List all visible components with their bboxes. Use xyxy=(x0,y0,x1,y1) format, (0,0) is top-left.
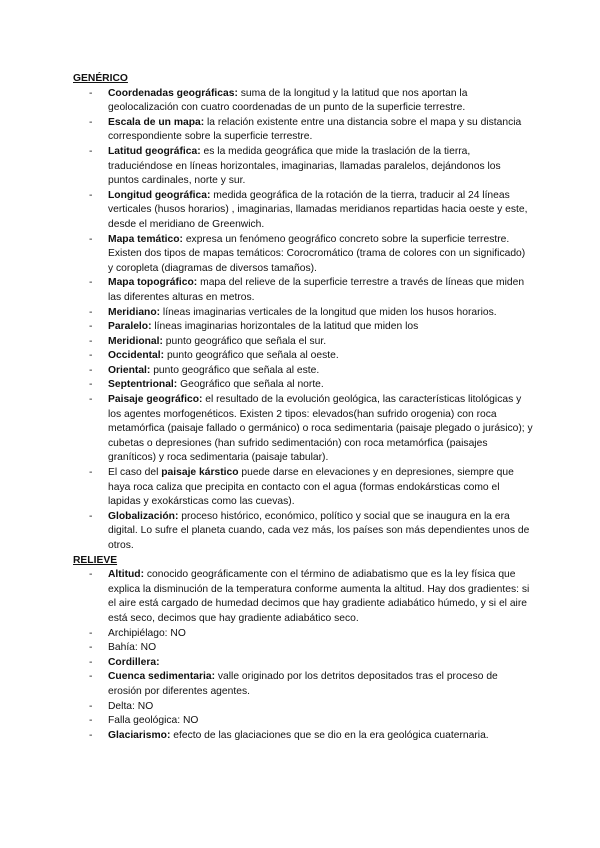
list-item xyxy=(73,568,533,626)
definition-list xyxy=(73,87,533,554)
item-text: Geográfico que señala al norte. xyxy=(177,379,324,391)
list-item xyxy=(73,335,533,350)
bullet-dash: - xyxy=(89,729,93,741)
bullet-dash: - xyxy=(89,189,93,201)
bullet-dash: - xyxy=(89,233,93,245)
item-text: Delta: NO xyxy=(108,700,154,712)
list-item xyxy=(73,714,533,729)
bullet-dash: - xyxy=(89,364,93,376)
list-item xyxy=(73,378,533,393)
bullet-dash: - xyxy=(89,306,93,318)
item-text: Bahía: NO xyxy=(108,642,157,654)
list-item xyxy=(73,349,533,364)
section-heading: GENÉRICO xyxy=(73,73,128,84)
item-term: Mapa temático: xyxy=(108,233,183,245)
item-term: Mapa topográfico: xyxy=(108,277,198,289)
bullet-dash: - xyxy=(89,321,93,333)
item-text: puede darse en elevaciones y en depresiones, siempre que haya roca caliza que precipita en contacto con el agua (formas endokársticas como el lapidas y exokársticas como las cuevas). xyxy=(108,467,514,508)
list-item xyxy=(73,276,533,305)
item-text: expresa un fenómeno geográfico concreto sobre la superficie terrestre. Existen dos tipos de mapas temáticos: Corocromático (trama de colores con un significado) y coropleta (diagramas de diversos tamaños). xyxy=(108,233,526,274)
item-text: líneas imaginarias verticales de la longitud que miden los husos horarios. xyxy=(160,306,497,318)
bullet-dash: - xyxy=(89,350,93,362)
bullet-dash: - xyxy=(89,700,93,712)
bullet-dash: - xyxy=(89,87,93,99)
item-text: Archipiélago: NO xyxy=(108,627,186,639)
bullet-dash: - xyxy=(89,715,93,727)
item-term: Latitud geográfica: xyxy=(108,145,201,157)
item-term: Paisaje geográfico: xyxy=(108,394,203,406)
list-item xyxy=(73,670,533,699)
item-term: Paralelo: xyxy=(108,321,152,333)
list-item xyxy=(73,320,533,335)
bullet-dash: - xyxy=(89,145,93,157)
item-text: medida geográfica de la rotación de la tierra, traducir al 24 líneas verticales (husos horarios) , imaginarias, llamadas meridianos repartidas hacia oeste y este, desde el meridiano de Greenwich. xyxy=(108,189,528,230)
list-item xyxy=(73,189,533,233)
list-item xyxy=(73,145,533,189)
bullet-dash: - xyxy=(89,627,93,639)
item-term: Septentrional: xyxy=(108,379,178,391)
list-item xyxy=(73,87,533,116)
bullet-dash: - xyxy=(89,116,93,128)
bullet-dash: - xyxy=(89,335,93,347)
item-term: Coordenadas geográficas: xyxy=(108,87,238,99)
list-item xyxy=(73,466,533,510)
list-item xyxy=(73,233,533,277)
section-heading: RELIEVE xyxy=(73,554,118,566)
item-text: punto geográfico que señala al oeste. xyxy=(164,350,339,362)
list-item xyxy=(73,700,533,715)
item-text: el resultado de la evolución geológica, las características litológicas y los agentes morfogenéticos. Existen 2 tipos: elevados(han sufrido orogenia) con roca metamórfica (paisaje fallado o germánico) o roca sedimentaria (paisaje plegado o jurásico); y cubetas o depresiones (han sufrido sedimentación) con roca metamórfica (paisajes graníticos) y roca sedimentaria (paisaje tabular). xyxy=(108,394,533,464)
list-item xyxy=(73,656,533,671)
list-item xyxy=(73,641,533,656)
item-text: mapa del relieve de la superficie terrestre a través de líneas que miden las diferentes alturas en metros. xyxy=(108,277,525,303)
item-term: Cordillera: xyxy=(108,656,160,668)
item-text: Falla geológica: NO xyxy=(108,715,199,727)
bullet-dash: - xyxy=(89,569,93,581)
list-item xyxy=(73,393,533,466)
item-term: Meridional: xyxy=(108,335,163,347)
bullet-dash: - xyxy=(89,510,93,522)
list-item xyxy=(73,729,533,744)
item-term: Longitud geográfica: xyxy=(108,189,211,201)
definition-list xyxy=(73,568,533,743)
item-term: Cuenca sedimentaria: xyxy=(108,671,216,683)
bullet-dash: - xyxy=(89,656,93,668)
item-term: Altitud: xyxy=(108,569,145,581)
bullet-dash: - xyxy=(89,642,93,654)
item-term: paisaje kárstico xyxy=(161,467,239,479)
list-item xyxy=(73,364,533,379)
bullet-dash: - xyxy=(89,277,93,289)
bullet-dash: - xyxy=(89,379,93,391)
item-text: suma de la longitud y la latitud que nos aportan la geolocalización con cuatro coordenadas de un punto de la superficie terrestre. xyxy=(108,87,468,114)
item-text: la relación existente entre una distancia sobre el mapa y su distancia correspondiente sobre la superficie terrestre. xyxy=(108,116,522,143)
list-item xyxy=(73,116,533,145)
item-term: Occidental: xyxy=(108,350,165,362)
item-term: Meridiano: xyxy=(108,306,161,318)
item-text: efecto de las glaciaciones que se dio en la era geológica cuaternaria. xyxy=(170,729,489,741)
item-text: proceso histórico, económico, político y social que se inaugura en la era digital. Lo sufre el planeta cuando, cada vez más, los países son más dependientes unos de otros. xyxy=(108,510,530,551)
bullet-dash: - xyxy=(89,394,93,406)
item-text: es la medida geográfica que mide la traslación de la tierra, traduciéndose en líneas horizontales, imaginarias, llamadas paralelos, dejándonos los puntos cardinales, norte y sur. xyxy=(108,145,501,187)
item-term: Glaciarismo: xyxy=(108,729,171,741)
item-text: punto geográfico que señala el sur. xyxy=(162,335,327,347)
item-text: valle originado por los detritos depositados tras el proceso de erosión por diferentes agentes. xyxy=(108,671,498,697)
list-item xyxy=(73,510,533,554)
bullet-dash: - xyxy=(89,467,93,479)
list-item xyxy=(73,306,533,321)
item-term: Escala de un mapa: xyxy=(108,116,205,128)
item-text: líneas imaginarias horizontales de la latitud que miden los xyxy=(151,321,419,333)
item-term: Oriental: xyxy=(108,364,151,376)
item-text: punto geográfico que señala al este. xyxy=(150,364,320,376)
item-term: Globalización: xyxy=(108,510,179,522)
item-text: conocido geográficamente con el término de adiabatismo que es la ley física que explica la disminución de la temperatura conforme aumenta la altitud. Hay dos gradientes: si el aire está cargado de humedad decimos que hay gradiente adiabático húmedo, y si el aire está seco, decimos que hay gradiente adiabático seco. xyxy=(108,569,530,624)
list-item xyxy=(73,627,533,642)
bullet-dash: - xyxy=(89,671,93,683)
document-body xyxy=(73,72,533,743)
item-prefix: El caso del xyxy=(108,467,162,479)
